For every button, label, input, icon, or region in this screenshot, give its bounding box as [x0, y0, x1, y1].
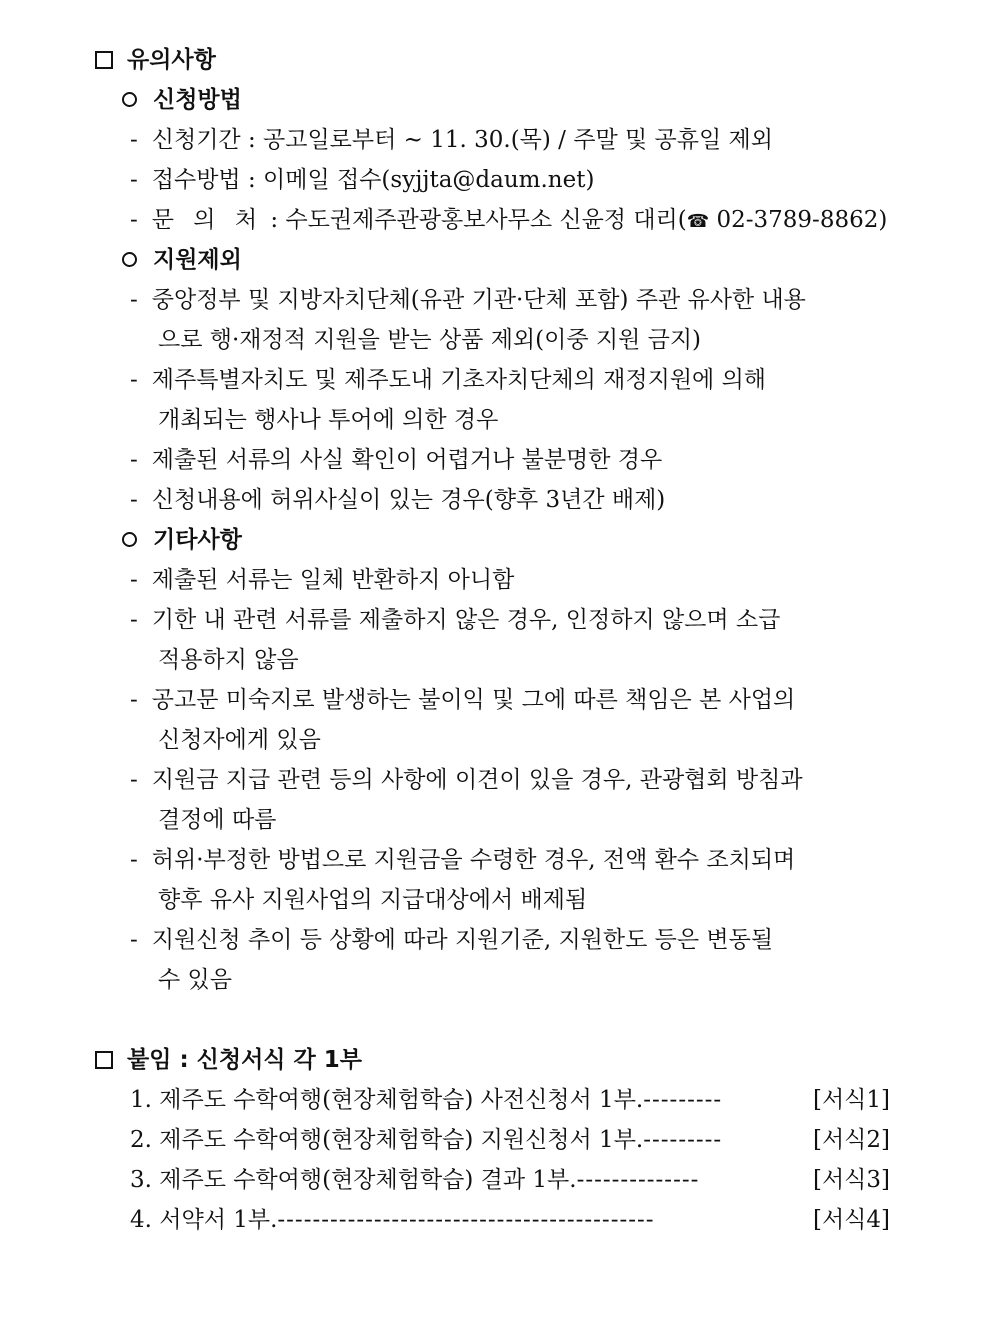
- list-item-continuation: 개최되는 행사나 투어에 의한 경우: [158, 407, 499, 433]
- circle-bullet-icon: [122, 532, 137, 547]
- contact-person: 수도권제주관광홍보사무소 신윤정 대리(: [285, 207, 687, 233]
- subsection-title: 신청방법: [153, 87, 242, 113]
- attachment-label: 1. 제주도 수학여행(현장체험학습) 사전신청서 1부.: [130, 1087, 644, 1113]
- attachment-item-3: [130, 1165, 890, 1195]
- list-item-continuation: 으로 행·재정적 지원을 받는 상품 제외(이중 지원 금지): [158, 327, 702, 353]
- form-reference: [서식4]: [812, 1207, 890, 1233]
- list-item: [130, 565, 514, 595]
- list-item-continuation: 신청자에게 있음: [158, 727, 321, 753]
- subsection-heading-other: [122, 525, 242, 555]
- dash-bullet: -: [130, 567, 138, 593]
- form-reference: [서식2]: [812, 1127, 890, 1153]
- dash-bullet: -: [130, 487, 138, 513]
- phone-number: 02-3789-8862): [709, 207, 888, 233]
- separator: :: [270, 207, 279, 233]
- section-heading-attachments: [95, 1045, 362, 1075]
- list-item: [130, 485, 665, 515]
- list-item-continuation: 수 있음: [158, 967, 232, 993]
- list-item-method: [130, 165, 594, 195]
- form-reference: [서식3]: [812, 1167, 890, 1193]
- item-label: 문 의 처: [151, 207, 264, 233]
- dash-bullet: -: [130, 687, 138, 713]
- list-item: [130, 605, 780, 635]
- list-item-contact: [130, 205, 887, 235]
- item-label: 신청기간: [151, 127, 241, 153]
- dash-bullet: -: [130, 167, 138, 193]
- separator: :: [247, 127, 256, 153]
- dash-bullet: -: [130, 927, 138, 953]
- list-item-continuation: 적용하지 않음: [158, 647, 299, 673]
- dash-bullet: -: [130, 207, 138, 233]
- dash-bullet: -: [130, 367, 138, 393]
- item-text: 공고문 미숙지로 발생하는 불이익 및 그에 따른 책임은 본 사업의: [151, 687, 796, 713]
- list-item: [130, 925, 773, 955]
- list-item: [130, 845, 795, 875]
- subsection-heading-method: [122, 85, 242, 115]
- square-bullet-icon: [95, 51, 113, 69]
- attachment-item-2: [130, 1125, 890, 1155]
- section-heading-notice: [95, 45, 216, 75]
- list-item: [130, 285, 806, 315]
- item-text: 제출된 서류는 일체 반환하지 아니함: [151, 567, 515, 593]
- list-item-continuation: 결정에 따름: [158, 807, 277, 833]
- item-text: 허위·부정한 방법으로 지원금을 수령한 경우, 전액 환수 조치되며: [151, 847, 796, 873]
- item-text: 기한 내 관련 서류를 제출하지 않은 경우, 인정하지 않으며 소급: [151, 607, 781, 633]
- list-item: [130, 445, 662, 475]
- item-text: 지원신청 추이 등 상황에 따라 지원기준, 지원한도 등은 변동될: [151, 927, 774, 953]
- item-value-email: 이메일 접수(syjjta@daum.net): [263, 167, 595, 193]
- item-text: 제출된 서류의 사실 확인이 어렵거나 불분명한 경우: [151, 447, 663, 473]
- heading-text: 붙임 : 신청서식 각 1부: [127, 1047, 362, 1073]
- separator: :: [247, 167, 256, 193]
- item-text: 신청내용에 허위사실이 있는 경우(향후 3년간 배제): [151, 487, 666, 513]
- subsection-title: 지원제외: [153, 247, 242, 273]
- list-item-period: [130, 125, 773, 155]
- heading-text: 유의사항: [127, 47, 216, 73]
- subsection-title: 기타사항: [153, 527, 242, 553]
- item-text: 제주특별자치도 및 제주도내 기초자치단체의 재정지원에 의해: [151, 367, 767, 393]
- list-item: [130, 765, 803, 795]
- attachment-item-1: [130, 1085, 890, 1115]
- dot-leader: -------------------------------------------: [277, 1207, 655, 1233]
- circle-bullet-icon: [122, 92, 137, 107]
- dash-bullet: -: [130, 767, 138, 793]
- circle-bullet-icon: [122, 252, 137, 267]
- dot-leader: ---------: [643, 1127, 723, 1153]
- item-label: 접수방법: [151, 167, 241, 193]
- item-text: 지원금 지급 관련 등의 사항에 이견이 있을 경우, 관광협회 방침과: [151, 767, 803, 793]
- dash-bullet: -: [130, 607, 138, 633]
- list-item: [130, 685, 795, 715]
- dash-bullet: -: [130, 447, 138, 473]
- item-value: 공고일로부터 ~ 11. 30.(목) / 주말 및 공휴일 제외: [263, 127, 773, 153]
- dash-bullet: -: [130, 847, 138, 873]
- dash-bullet: -: [130, 287, 138, 313]
- dot-leader: ---------: [643, 1087, 723, 1113]
- subsection-heading-exclusion: [122, 245, 242, 275]
- form-reference: [서식1]: [812, 1087, 890, 1113]
- square-bullet-icon: [95, 1051, 113, 1069]
- attachment-label: 4. 서약서 1부.: [130, 1207, 278, 1233]
- attachment-item-4: [130, 1205, 890, 1235]
- attachment-label: 2. 제주도 수학여행(현장체험학습) 지원신청서 1부.: [130, 1127, 644, 1153]
- list-item-continuation: 향후 유사 지원사업의 지급대상에서 배제됨: [158, 887, 588, 913]
- phone-icon: ☎: [686, 211, 710, 232]
- attachment-label: 3. 제주도 수학여행(현장체험학습) 결과 1부.: [130, 1167, 577, 1193]
- list-item: [130, 365, 766, 395]
- dot-leader: --------------: [576, 1167, 700, 1193]
- item-text: 중앙정부 및 지방자치단체(유관 기관·단체 포함) 주관 유사한 내용: [151, 287, 806, 313]
- dash-bullet: -: [130, 127, 138, 153]
